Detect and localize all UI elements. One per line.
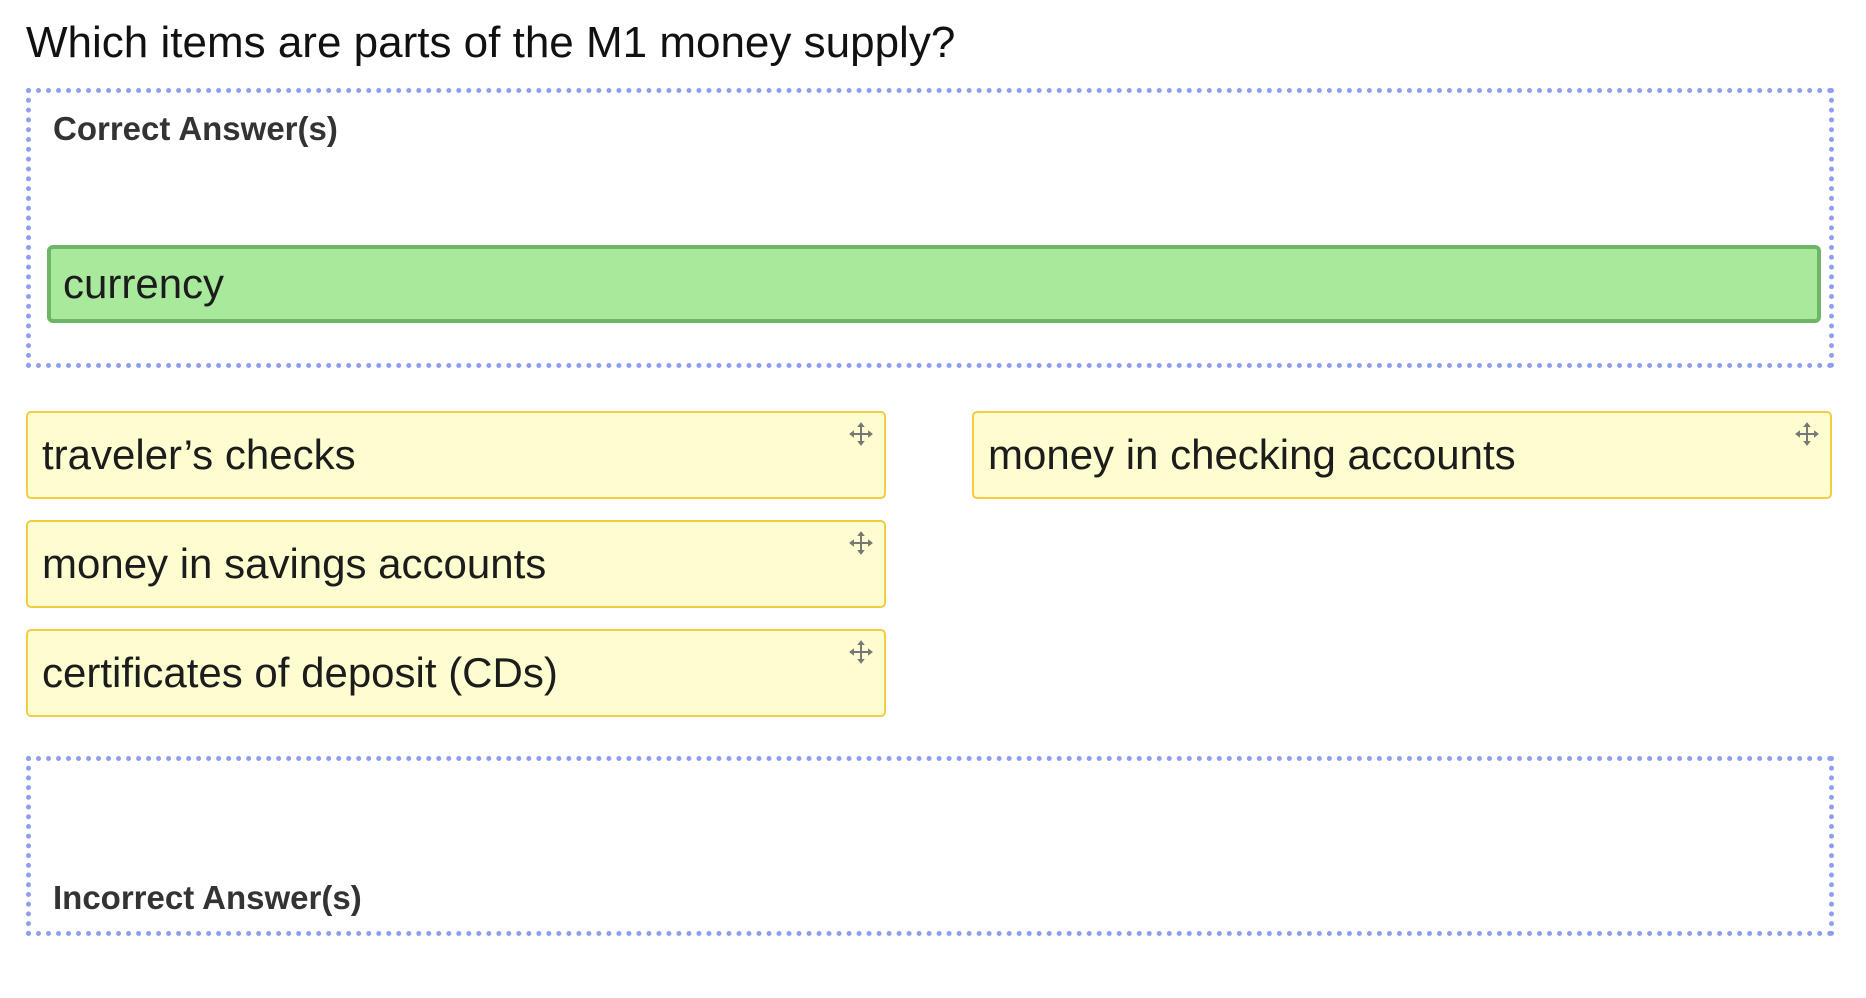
move-icon[interactable] (1794, 421, 1820, 447)
incorrect-answers-dropzone[interactable] (26, 756, 1834, 936)
answer-tile-label: money in savings accounts (42, 540, 547, 587)
move-icon[interactable] (848, 421, 874, 447)
placed-answer-label: currency (63, 260, 225, 307)
incorrect-answers-label: Incorrect Answer(s) (53, 879, 362, 916)
correct-answers-dropzone[interactable] (26, 88, 1834, 368)
answer-tile-money-in-checking-accounts[interactable] (972, 411, 1832, 499)
move-icon[interactable] (848, 639, 874, 665)
answer-tile-label: certificates of deposit (CDs) (42, 649, 558, 696)
correct-answers-label: Correct Answer(s) (53, 110, 338, 147)
answer-tile-label: money in checking accounts (988, 431, 1516, 478)
placed-answer-currency[interactable] (47, 245, 1821, 323)
move-icon[interactable] (848, 530, 874, 556)
question-text: Which items are parts of the M1 money supply? (26, 18, 956, 67)
answer-tile-label: traveler’s checks (42, 431, 356, 478)
answer-tile-money-in-savings-accounts[interactable] (26, 520, 886, 608)
answer-tile-travelers-checks[interactable] (26, 411, 886, 499)
answer-tile-certificates-of-deposit[interactable] (26, 629, 886, 717)
